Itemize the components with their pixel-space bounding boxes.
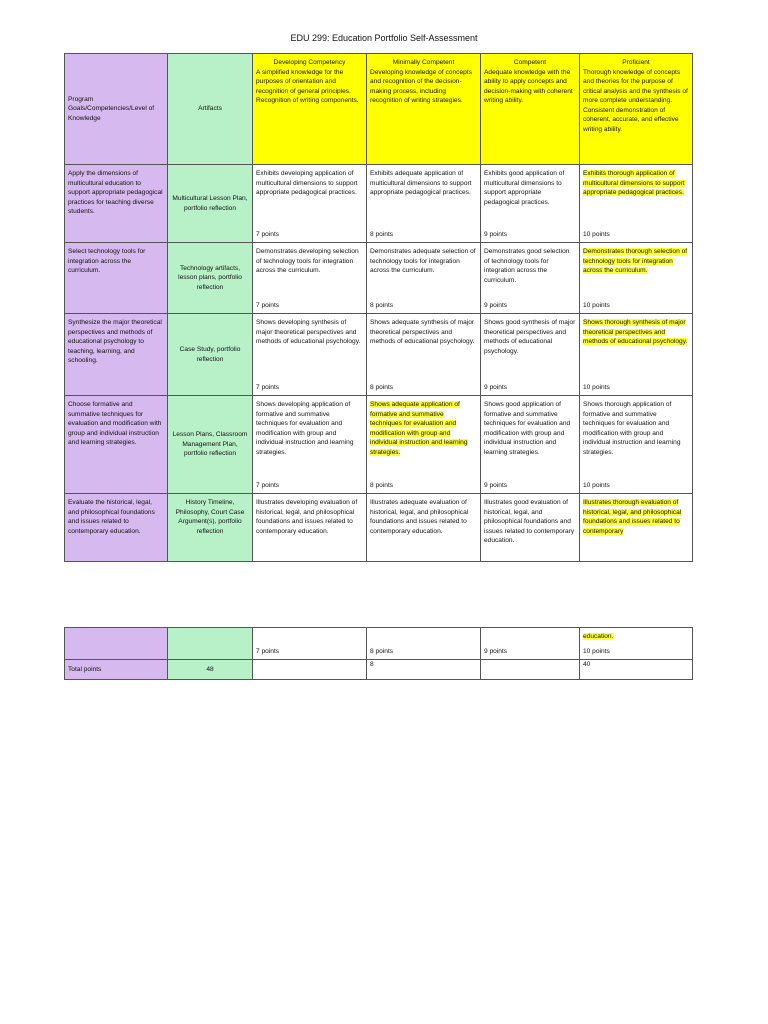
minimally-competent-cell [367,165,481,243]
criterion-text-highlighted: education. [583,633,614,640]
points-label: 7 points [256,384,280,392]
criterion-text-highlighted: Demonstrates thorough selection of technology tools for integration across the curriculum. [583,248,688,275]
points-label: 8 points [370,482,394,490]
minimally-competent-cell [367,314,481,396]
developing-cell [253,628,367,660]
artifacts-cell [168,628,253,660]
criterion-text: Shows developing application of formative and summative techniques for evaluation and modification with group and individual instruction and learning strategies. [256,401,354,456]
continuation-row [65,628,693,660]
level-name: Developing Competency [273,59,346,66]
total-points-value: 48 [168,660,253,680]
minimally-competent-cell [367,494,481,562]
criterion-text: Illustrates adequate evaluation of historical, legal, and philosophical foundations and issues related to contemporary education. [370,499,469,535]
level-name: Minimally Competent [392,59,455,66]
proficient-cell [580,165,693,243]
criterion-text: Shows good synthesis of major theoretical perspectives and methods of educational psychology. [484,319,576,355]
criterion-text: Shows thorough application of formative and summative techniques for evaluation and modification with group and individual instruction and learning strategies. [583,401,681,456]
proficient-cell [580,396,693,494]
page-title: EDU 299: Education Portfolio Self-Assessment [290,33,478,43]
developing-total [253,660,367,680]
table-row [65,396,693,494]
criterion-text: Exhibits adequate application of multicultural dimensions to support appropriate pedagogical practices. [370,170,472,197]
points-label: 8 points [370,231,394,239]
points-label: 9 points [484,482,508,490]
points-label: 9 points [484,384,508,392]
criterion-text: Illustrates good evaluation of historical, legal, and philosophical foundations and issues related to contemporary education. [484,499,575,545]
criterion-text-highlighted: Exhibits thorough application of multicultural dimensions to support appropriate pedagogical practices. [583,170,685,197]
header-row [65,54,693,165]
goal-cell: Apply the dimensions of multicultural education to support appropriate pedagogical practices for teaching diverse students. [65,165,168,243]
criterion-text: Illustrates developing evaluation of historical, legal, and philosophical foundations and issues related to contemporary education. [256,499,358,535]
points-label: 9 points [484,231,508,239]
points-label: 10 points [583,482,610,490]
points-label: 7 points [256,648,280,656]
criterion-text: Shows developing synthesis of major theoretical perspectives and methods of educational psychology. [256,319,361,346]
criterion-text-highlighted: Illustrates thorough evaluation of historical, legal, and philosophical foundations and issues related to contemporary [583,499,682,535]
developing-cell [253,494,367,562]
criterion-text: Shows good application of formative and summative techniques for evaluation and modification with group and individual instruction and learning strategies. [484,401,571,456]
minimally-competent-cell [367,243,481,314]
proficient-cell [580,314,693,396]
criterion-text-highlighted: Shows adequate application of formative and summative techniques for evaluation and modification with group and individual instruction and learning strategies. [370,401,468,456]
artifacts-cell: Multicultural Lesson Plan, portfolio reflection [168,165,253,243]
criterion-text: Demonstrates developing selection of technology tools for integration across the curriculum. [256,248,359,275]
minimally-competent-cell [367,396,481,494]
minimally-competent-total: 8 [367,660,481,680]
competent-cell [481,494,580,562]
competent-cell [481,396,580,494]
table-row [65,494,693,562]
goal-cell [65,628,168,660]
points-label: 10 points [583,648,610,656]
criterion-text: Exhibits good application of multicultural dimensions to support appropriate pedagogical practices. [484,170,565,206]
proficient-total: 40 [580,660,693,680]
proficient-cell [580,243,693,314]
artifacts-cell: Case Study, portfolio reflection [168,314,253,396]
points-label: 10 points [583,302,610,310]
points-label: 7 points [256,231,280,239]
total-points-label: Total points [65,660,168,680]
artifacts-cell: Lesson Plans, Classroom Management Plan, portfolio reflection [168,396,253,494]
points-label: 7 points [256,482,280,490]
developing-cell [253,314,367,396]
proficient-cell [580,494,693,562]
level-name: Competent [513,59,547,66]
rubric-table [64,53,693,562]
points-label: 8 points [370,648,394,656]
level-header-developing [253,54,367,165]
artifacts-cell: Technology artifacts, lesson plans, portfolio reflection [168,243,253,314]
table-row [65,165,693,243]
level-desc: Adequate knowledge with the ability to apply concepts and decision-making with coherent writing ability. [484,68,573,105]
points-label: 8 points [370,384,394,392]
goal-cell: Select technology tools for integration across the curriculum. [65,243,168,314]
points-label: 9 points [484,302,508,310]
criterion-text-highlighted: Shows thorough synthesis of major theoretical perspectives and methods of educational psychology. [583,319,688,346]
goal-cell: Evaluate the historical, legal, and philosophical foundations and issues related to contemporary education. [65,494,168,562]
competent-cell [481,243,580,314]
developing-cell [253,396,367,494]
level-header-minimally-competent [367,54,481,165]
competent-cell [481,165,580,243]
developing-cell [253,165,367,243]
proficient-cell [580,628,693,660]
points-label: 7 points [256,302,280,310]
criterion-text: Shows adequate synthesis of major theoretical perspectives and methods of educational psychology. [370,319,475,346]
minimally-competent-cell [367,628,481,660]
level-desc: Thorough knowledge of concepts and theories for the purpose of critical analysis and the synthesis of more complete understanding. Consistent demonstration of coherent, accurate, and effective writing ability. [583,68,688,133]
developing-cell [253,243,367,314]
competent-total [481,660,580,680]
criterion-text: Exhibits developing application of multicultural dimensions to support appropriate pedagogical practices. [256,170,358,197]
totals-row [65,660,693,680]
artifacts-cell: History Timeline, Philosophy, Court Case Argument(s), portfolio reflection [168,494,253,562]
level-desc: Developing knowledge of concepts and recognition of the decision-making process, including recognition of writing strategies. [370,68,472,105]
goal-header: Program Goals/Competencies/Level of Knowledge [65,54,168,165]
criterion-text: Demonstrates good selection of technology tools for integration across the curriculum. [484,248,570,284]
artifacts-header: Artifacts [168,54,253,165]
level-header-competent [481,54,580,165]
competent-cell [481,314,580,396]
goal-cell: Choose formative and summative techniques for evaluation and modification with group and individual instruction and learning strategies. [65,396,168,494]
points-label: 10 points [583,231,610,239]
level-name: Proficient [622,59,650,66]
level-header-proficient [580,54,693,165]
goal-cell: Synthesize the major theoretical perspectives and methods of educational psychology to teaching, learning, and schooling. [65,314,168,396]
points-label: 10 points [583,384,610,392]
table-row [65,314,693,396]
criterion-text: Demonstrates adequate selection of technology tools for integration across the curriculum. [370,248,476,275]
level-desc: A simplified knowledge for the purposes of orientation and recognition of general principles. Recognition of writing components. [256,68,359,105]
rubric-continuation-table [64,627,693,680]
points-label: 9 points [484,648,508,656]
competent-cell [481,628,580,660]
points-label: 8 points [370,302,394,310]
table-row [65,243,693,314]
